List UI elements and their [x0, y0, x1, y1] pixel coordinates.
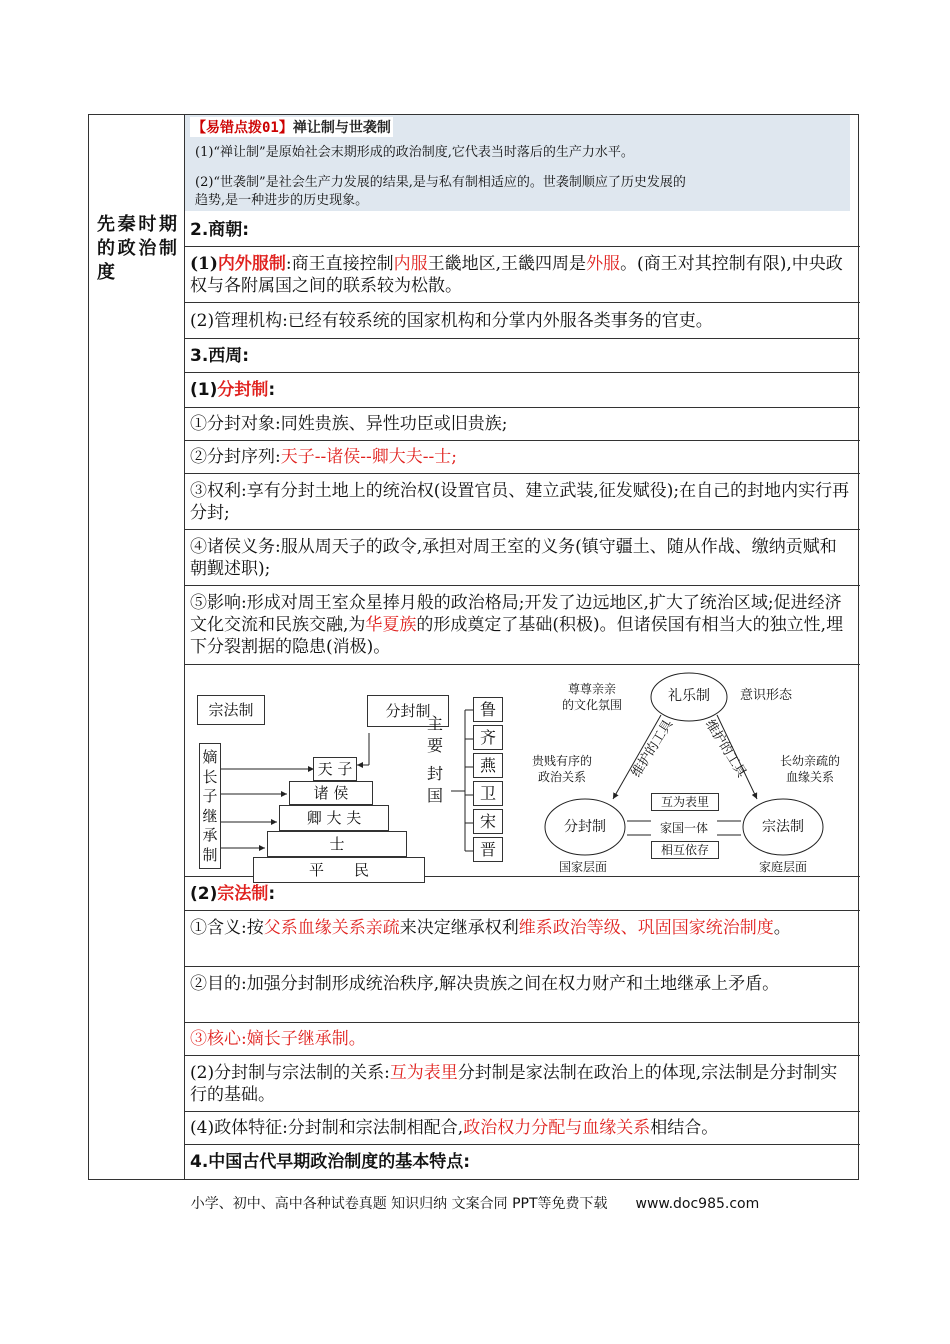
z3: ③核心:嫡长子继承制。 — [190, 1029, 366, 1049]
category-label: 先秦时期的政治制度 — [97, 214, 177, 283]
level-zhuhou: 诸 侯 — [289, 781, 373, 805]
p1-num: (1) — [190, 254, 218, 274]
row-z4 — [185, 1056, 860, 1112]
zhuyao-char: 主 — [426, 714, 443, 733]
dizhang-char: 长 — [202, 767, 218, 786]
level-shi: 士 — [267, 831, 407, 857]
row-diagrams — [185, 665, 860, 877]
shang-p2: (2)管理机构:已经有较系统的国家机构和分掌内外服各类事务的官吏。 — [190, 311, 713, 331]
zongfa-box: 宗法制 — [197, 695, 265, 725]
label-yishi: 意识形态 — [739, 688, 792, 703]
state-box: 晋 — [473, 837, 503, 862]
fengjian-num: (1) — [190, 380, 218, 400]
row-z5 — [185, 1112, 860, 1145]
state-box: 卫 — [473, 781, 503, 806]
item5-b: 的形成奠定了基础(积极)。但诸侯国有相当大的独立性,埋下分裂割据的隐患(消极)。 — [190, 615, 844, 657]
z4-a: (2)分封制与宗法制的关系: — [190, 1063, 390, 1083]
label-weihu-right: 维护的工具 — [701, 717, 750, 781]
z2: ②目的:加强分封制形成统治秩序,解决贵族之间在权力财产和土地继承上矛盾。 — [190, 974, 780, 994]
category-column — [89, 115, 185, 1179]
item3: ③权利:享有分封土地上的统治权(设置官员、建立武装,征发赋役);在自己的封地内实行再分封; — [190, 481, 850, 523]
state-box: 宋 — [473, 809, 503, 834]
zhuyao-fengguo-label — [425, 713, 445, 807]
dizhang-char: 承 — [202, 826, 218, 844]
shang-heading: 2.商朝: — [190, 220, 250, 240]
label-zunzun: 尊尊亲亲 的文化氛围 — [561, 682, 622, 712]
zongfa-heading — [190, 883, 852, 905]
dizhang-char: 子 — [202, 787, 218, 805]
row-item1 — [185, 408, 860, 441]
level-qingdafu: 卿 大 夫 — [279, 805, 389, 831]
zongfa-key: 宗法制 — [217, 884, 269, 904]
row-shang-p1 — [185, 247, 860, 303]
fengjian-colon: : — [268, 380, 276, 400]
p1-colon: :商王直接控制 — [285, 254, 394, 274]
fengjian-heading — [190, 379, 852, 401]
content-table — [88, 114, 859, 1180]
label-jiaguo: 家国一体 — [651, 820, 717, 836]
row-z3 — [185, 1023, 860, 1056]
dizhang-text — [201, 748, 219, 865]
fenfeng-structure-diagram — [197, 693, 509, 879]
label-zhangyou: 长幼亲疏的 血缘关系 — [779, 754, 840, 784]
row-section4 — [185, 1145, 860, 1181]
dizhang-char: 制 — [202, 845, 218, 864]
row-z2 — [185, 967, 860, 1023]
z1-b: 来决定继承权利 — [399, 918, 519, 938]
item5 — [190, 592, 852, 658]
z1-a: ①含义:按 — [190, 918, 264, 938]
dizhang-char: 继 — [202, 806, 218, 825]
state-box: 齐 — [473, 725, 503, 750]
state-box: 燕 — [473, 753, 503, 778]
row-fengjian-heading — [185, 373, 860, 408]
label-guijian: 贵贱有序的 政治关系 — [531, 754, 592, 784]
level-pingmin: 平 民 — [253, 857, 425, 883]
row-item3 — [185, 474, 860, 530]
item1: ①分封对象:同姓贵族、异性功臣或旧贵族; — [190, 414, 508, 434]
row-shang-p2 — [185, 303, 860, 339]
error-tip-title — [190, 117, 393, 137]
level-tianzi: 天 子 — [313, 757, 357, 781]
z5-a: (4)政体特征:分封制和宗法制相配合, — [190, 1118, 464, 1138]
z4-key: 互为表里 — [389, 1063, 458, 1083]
zongfa-colon: : — [268, 884, 276, 904]
row-z1 — [185, 911, 860, 967]
row-item5 — [185, 586, 860, 665]
z1-c: 。 — [773, 918, 791, 938]
zhuyao-char: 封 — [426, 764, 443, 783]
item2 — [190, 446, 852, 468]
z4 — [190, 1062, 852, 1106]
p1-outer: 外服 — [586, 254, 621, 274]
shang-p1 — [190, 253, 852, 297]
tip-tag: 【易错点拨01】 — [192, 120, 293, 136]
p1-key: 内外服制 — [217, 254, 286, 274]
label-weihu-left: 维护的工具 — [628, 717, 677, 781]
z5 — [190, 1117, 852, 1139]
row-xizhou-heading — [185, 339, 860, 373]
zhuyao-char: 要 — [426, 736, 443, 755]
z1-key2: 维系政治等级、巩固国家统治制度 — [518, 918, 774, 938]
liyue-relationship-diagram — [521, 671, 855, 875]
error-tip-box — [185, 115, 850, 211]
state-box: 鲁 — [473, 697, 503, 722]
row-item4 — [185, 530, 860, 586]
section4-heading: 4.中国古代早期政治制度的基本特点: — [190, 1152, 471, 1172]
p1-mid: 王畿地区,王畿四周是 — [427, 254, 587, 274]
label-xianghu: 相互依存 — [651, 841, 719, 859]
fenfeng-box: 分封制 — [367, 695, 449, 727]
z1-key1: 父系血缘关系亲疏 — [263, 918, 400, 938]
p1-rest: 。(商王对其控制有限),中央政权与各附属国之间的联系较为松散。 — [190, 254, 843, 296]
xizhou-heading: 3.西周: — [190, 346, 250, 366]
item5-key: 华夏族 — [365, 615, 417, 635]
label-huwei: 互为表里 — [651, 793, 719, 811]
dizhang-char: 嫡 — [202, 748, 218, 766]
node-liyue: 礼乐制 — [668, 688, 710, 704]
row-zongfa-heading — [185, 877, 860, 911]
tip-line-2b: 趋势,是一种进步的历史现象。 — [195, 193, 369, 208]
item2-label: ②分封序列: — [190, 447, 281, 467]
z4-b: 分封制是家法制在政治上的体现,宗法制是分封制实行的基础。 — [190, 1063, 838, 1105]
dizhang-box — [199, 743, 221, 869]
item4: ④诸侯义务:服从周天子的政令,承担对周王室的义务(镇守疆土、随从作战、缴纳贡赋和朝觐述职); — [190, 537, 837, 579]
zhuyao-char: 国 — [426, 786, 443, 805]
node-zongfa: 宗法制 — [762, 819, 804, 835]
footer-text: 小学、初中、高中各种试卷真题 知识归纳 文案合同 PPT等免费下载 www.doc985.com — [190, 1196, 760, 1212]
z1 — [190, 917, 852, 939]
label-guojia: 国家层面 — [558, 860, 607, 874]
tip-line-2a: (2)“世袭制”是社会生产力发展的结果,是与私有制相适应的。世袭制顺应了历史发展的 — [195, 175, 686, 190]
item2-value: 天子--诸侯--卿大夫--士; — [280, 447, 457, 467]
zongfa-num: (2) — [190, 884, 218, 904]
item5-a: ⑤影响:形成对周王室众星捧月般的政治格局;开发了边远地区,扩大了统治区域;促进经济文化交流和民族交融,为 — [190, 593, 842, 635]
p1-inner: 内服 — [393, 254, 428, 274]
tip-topic: 禅让制与世袭制 — [292, 120, 391, 136]
label-jiating: 家庭层面 — [758, 860, 807, 874]
z5-key: 政治权力分配与血缘关系 — [463, 1118, 651, 1138]
tip-line-1: (1)“禅让制”是原始社会末期形成的政治制度,它代表当时落后的生产力水平。 — [195, 145, 634, 160]
row-shang-heading — [185, 211, 860, 247]
z5-b: 相结合。 — [650, 1118, 719, 1138]
row-item2 — [185, 441, 860, 474]
node-fenfeng: 分封制 — [564, 819, 606, 835]
fengjian-key: 分封制 — [217, 380, 269, 400]
